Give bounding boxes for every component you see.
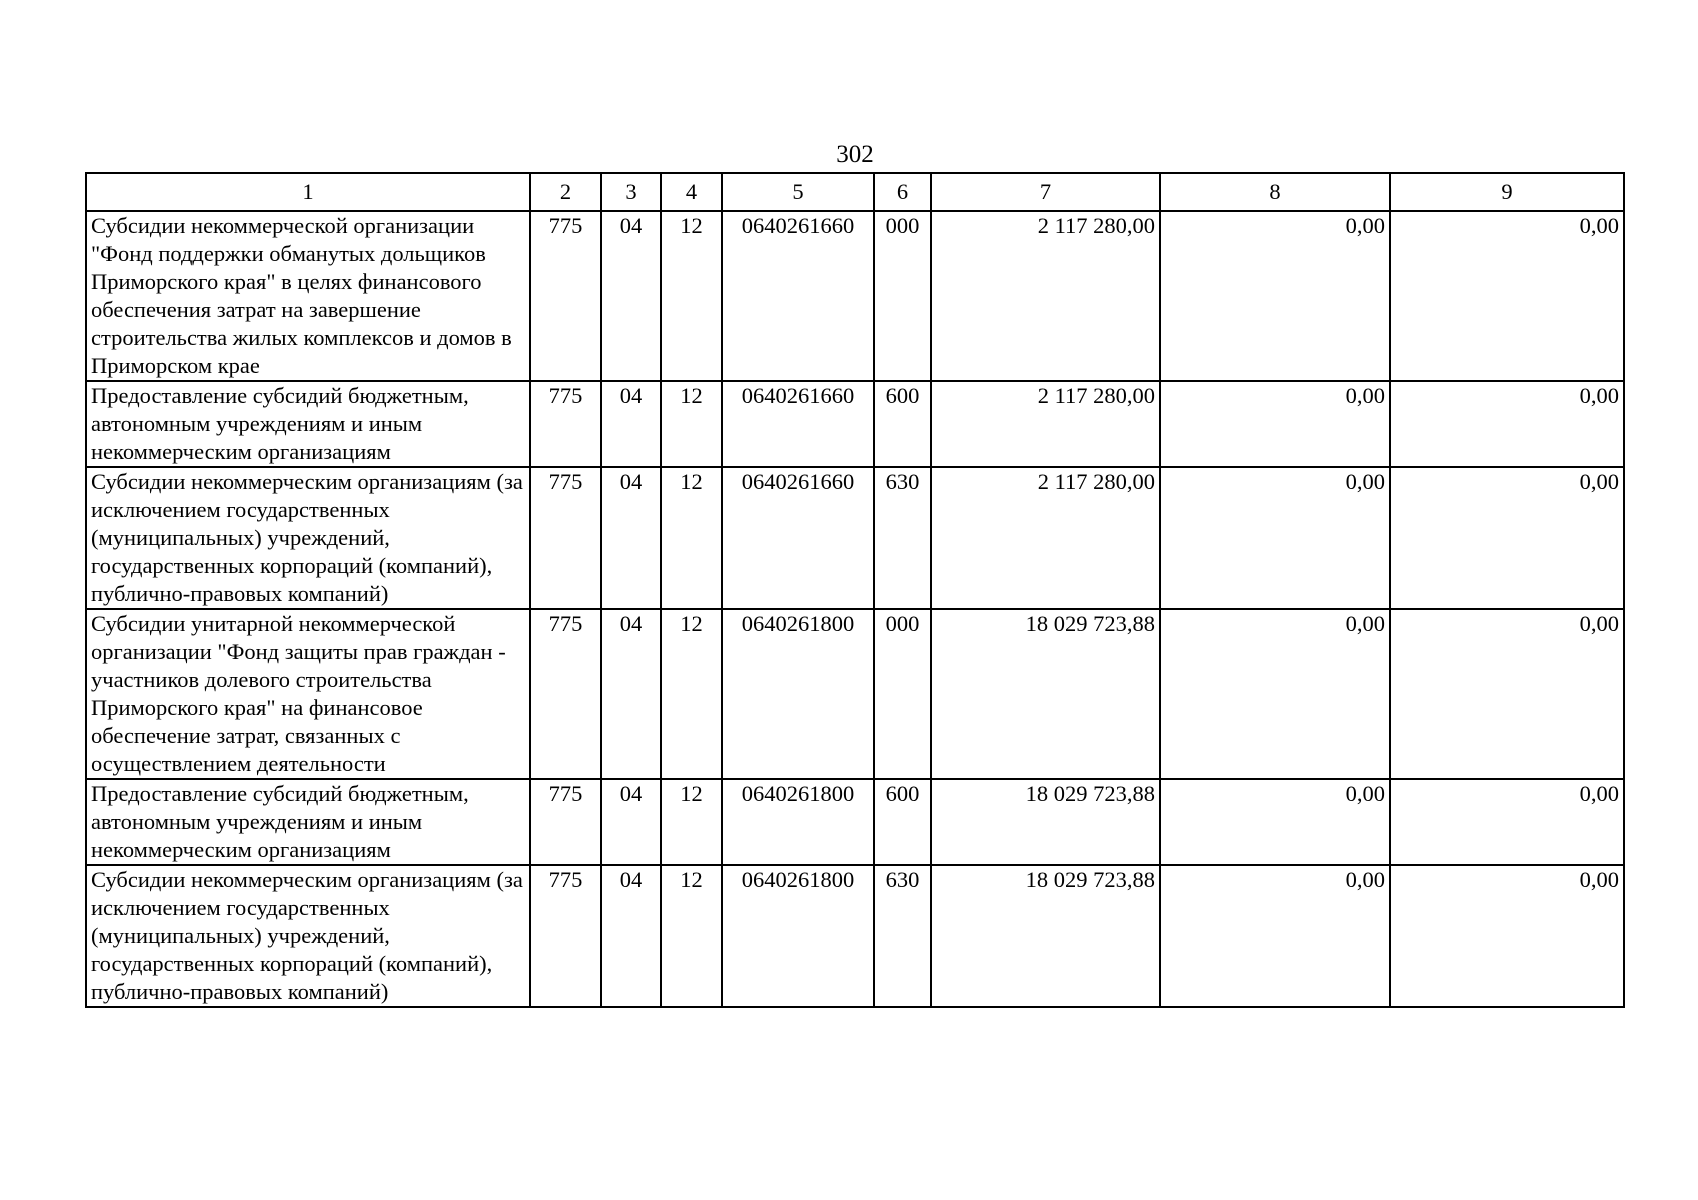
row-ministry-code: 775: [530, 779, 601, 865]
row-amount-col-8: 0,00: [1160, 865, 1390, 1007]
row-amount-col-8: 0,00: [1160, 467, 1390, 609]
row-amount-col-8: 0,00: [1160, 609, 1390, 779]
header-col-4: 4: [661, 173, 722, 211]
row-amount-col-9: 0,00: [1390, 467, 1624, 609]
row-expense-type-code: 630: [874, 865, 931, 1007]
row-section-code: 04: [601, 609, 661, 779]
row-section-code: 04: [601, 211, 661, 381]
row-description: Предоставление субсидий бюджетным, автономным учреждениям и иным некоммерческим организациям: [86, 381, 530, 467]
row-target-code: 0640261800: [722, 609, 874, 779]
row-amount-col-7: 18 029 723,88: [931, 779, 1160, 865]
row-amount-col-7: 2 117 280,00: [931, 467, 1160, 609]
row-section-code: 04: [601, 467, 661, 609]
row-expense-type-code: 600: [874, 381, 931, 467]
header-col-1: 1: [86, 173, 530, 211]
table-row: [86, 211, 1624, 381]
row-subsection-code: 12: [661, 211, 722, 381]
budget-table: [85, 172, 1625, 1008]
row-expense-type-code: 000: [874, 609, 931, 779]
table-row: [86, 779, 1624, 865]
row-ministry-code: 775: [530, 865, 601, 1007]
row-section-code: 04: [601, 779, 661, 865]
page-number: 302: [836, 141, 874, 168]
row-description: Субсидии некоммерческой организации "Фонд поддержки обманутых дольщиков Приморского края" в целях финансового обеспечения затрат на завершение строительства жилых комплексов и домов в Приморском крае: [86, 211, 530, 381]
row-section-code: 04: [601, 381, 661, 467]
row-target-code: 0640261800: [722, 779, 874, 865]
row-ministry-code: 775: [530, 609, 601, 779]
row-amount-col-9: 0,00: [1390, 381, 1624, 467]
row-expense-type-code: 000: [874, 211, 931, 381]
row-amount-col-8: 0,00: [1160, 779, 1390, 865]
row-section-code: 04: [601, 865, 661, 1007]
row-expense-type-code: 600: [874, 779, 931, 865]
row-description: Субсидии унитарной некоммерческой организации "Фонд защиты прав граждан - участников долевого строительства Приморского края" на финансовое обеспечение затрат, связанных с осуществлением деятельности: [86, 609, 530, 779]
table-header-row: [86, 173, 1624, 211]
row-amount-col-8: 0,00: [1160, 381, 1390, 467]
table-row: [86, 467, 1624, 609]
row-amount-col-7: 2 117 280,00: [931, 381, 1160, 467]
header-col-8: 8: [1160, 173, 1390, 211]
row-target-code: 0640261660: [722, 211, 874, 381]
row-subsection-code: 12: [661, 467, 722, 609]
row-target-code: 0640261660: [722, 467, 874, 609]
table-row: [86, 865, 1624, 1007]
row-target-code: 0640261660: [722, 381, 874, 467]
row-amount-col-9: 0,00: [1390, 609, 1624, 779]
table-row: [86, 381, 1624, 467]
row-ministry-code: 775: [530, 381, 601, 467]
row-amount-col-7: 18 029 723,88: [931, 865, 1160, 1007]
header-col-2: 2: [530, 173, 601, 211]
row-description: Субсидии некоммерческим организациям (за исключением государственных (муниципальных) учреждений, государственных корпораций (компаний), публично-правовых компаний): [86, 467, 530, 609]
row-description: Предоставление субсидий бюджетным, автономным учреждениям и иным некоммерческим организациям: [86, 779, 530, 865]
header-col-3: 3: [601, 173, 661, 211]
row-amount-col-9: 0,00: [1390, 865, 1624, 1007]
row-subsection-code: 12: [661, 381, 722, 467]
row-amount-col-7: 18 029 723,88: [931, 609, 1160, 779]
row-ministry-code: 775: [530, 467, 601, 609]
row-subsection-code: 12: [661, 865, 722, 1007]
row-expense-type-code: 630: [874, 467, 931, 609]
row-subsection-code: 12: [661, 609, 722, 779]
table-row: [86, 609, 1624, 779]
row-amount-col-8: 0,00: [1160, 211, 1390, 381]
row-amount-col-9: 0,00: [1390, 779, 1624, 865]
row-target-code: 0640261800: [722, 865, 874, 1007]
row-amount-col-9: 0,00: [1390, 211, 1624, 381]
header-col-5: 5: [722, 173, 874, 211]
header-col-9: 9: [1390, 173, 1624, 211]
row-amount-col-7: 2 117 280,00: [931, 211, 1160, 381]
row-subsection-code: 12: [661, 779, 722, 865]
header-col-7: 7: [931, 173, 1160, 211]
row-ministry-code: 775: [530, 211, 601, 381]
header-col-6: 6: [874, 173, 931, 211]
row-description: Субсидии некоммерческим организациям (за исключением государственных (муниципальных) учреждений, государственных корпораций (компаний), публично-правовых компаний): [86, 865, 530, 1007]
